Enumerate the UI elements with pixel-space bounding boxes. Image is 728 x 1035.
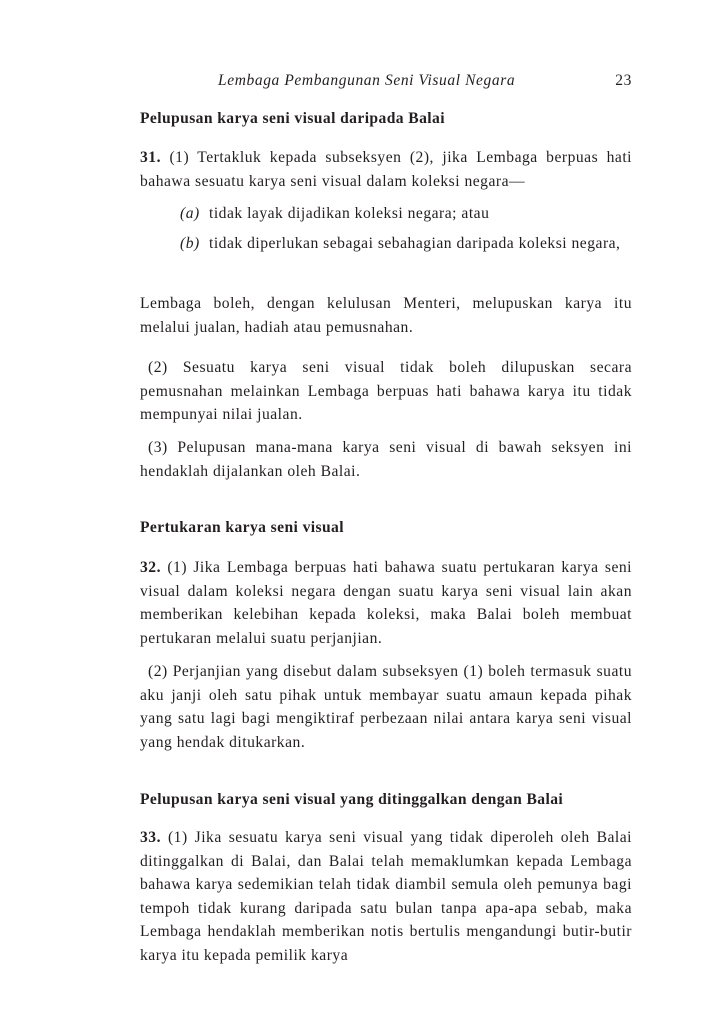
- section-31-subsection-1-text: (1) Tertakluk kepada subseksyen (2), jika Lembaga berpuas hati bahawa sesuatu karya seni visual dalam koleksi negara—: [140, 149, 632, 190]
- section-33-number: 33.: [140, 829, 161, 846]
- page-header: [140, 72, 632, 92]
- section-31-number: 31.: [140, 149, 161, 166]
- item-text: tidak diperlukan sebagai sebahagian daripada koleksi negara,: [209, 235, 621, 252]
- section-32-heading: Pertukaran karya seni visual: [140, 519, 344, 536]
- section-31-subsection-3: [140, 436, 632, 483]
- section-33-heading: Pelupusan karya seni visual yang ditinggalkan dengan Balai: [140, 791, 564, 808]
- section-31-subsection-2-text: (2) Sesuatu karya seni visual tidak boleh dilupuskan secara pemusnahan melainkan Lembaga berpuas hati bahawa karya itu tidak mempunyai nilai jualan.: [140, 359, 632, 423]
- section-31-subsection-2: [140, 356, 632, 427]
- section-31-heading: Pelupusan karya seni visual daripada Balai: [140, 110, 445, 127]
- section-31-item-a: [180, 202, 632, 226]
- section-33-subsection-1: [140, 826, 632, 967]
- section-31-subsection-3-text: (3) Pelupusan mana-mana karya seni visual di bawah seksyen ini hendaklah dijalankan oleh Balai.: [140, 439, 632, 480]
- section-33-subsection-1-text: (1) Jika sesuatu karya seni visual yang tidak diperoleh oleh Balai ditinggalkan di Balai, dan Balai telah memaklumkan kepada Lembaga bahawa karya sedemikian telah tidak diambil semula oleh pemunya bagi tempoh tidak kurang daripada satu bulan tanpa apa-apa sebab, maka Lembaga hendaklah memberikan notis bertulis mengandungi butir-butir karya itu kepada pemilik karya: [140, 829, 632, 964]
- section-31-subsection-1: [140, 146, 632, 193]
- section-32-subsection-2: [140, 660, 632, 754]
- item-text: tidak layak dijadikan koleksi negara; atau: [209, 205, 490, 222]
- page-number: 23: [615, 72, 632, 89]
- item-label: (a): [180, 205, 200, 222]
- item-label: (b): [180, 235, 200, 252]
- section-32-subsection-1-text: (1) Jika Lembaga berpuas hati bahawa suatu pertukaran karya seni visual dalam koleksi negara dengan suatu karya seni visual lain akan memberikan kelebihan kepada koleksi, maka Balai boleh membuat pertukaran melalui suatu perjanjian.: [140, 559, 632, 647]
- running-title: Lembaga Pembangunan Seni Visual Negara: [218, 72, 516, 89]
- section-31-item-b: [180, 232, 632, 256]
- section-32-number: 32.: [140, 559, 161, 576]
- section-32-subsection-1: [140, 556, 632, 650]
- section-31-subsection-1-tail: Lembaga boleh, dengan kelulusan Menteri, melupuskan karya itu melalui jualan, hadiah atau pemusnahan.: [140, 295, 632, 336]
- section-32-subsection-2-text: (2) Perjanjian yang disebut dalam subseksyen (1) boleh termasuk suatu aku janji oleh satu pihak untuk membayar suatu amaun kepada pihak yang satu lagi bagi mengiktiraf perbezaan nilai antara karya seni visual yang hendak ditukarkan.: [140, 663, 632, 751]
